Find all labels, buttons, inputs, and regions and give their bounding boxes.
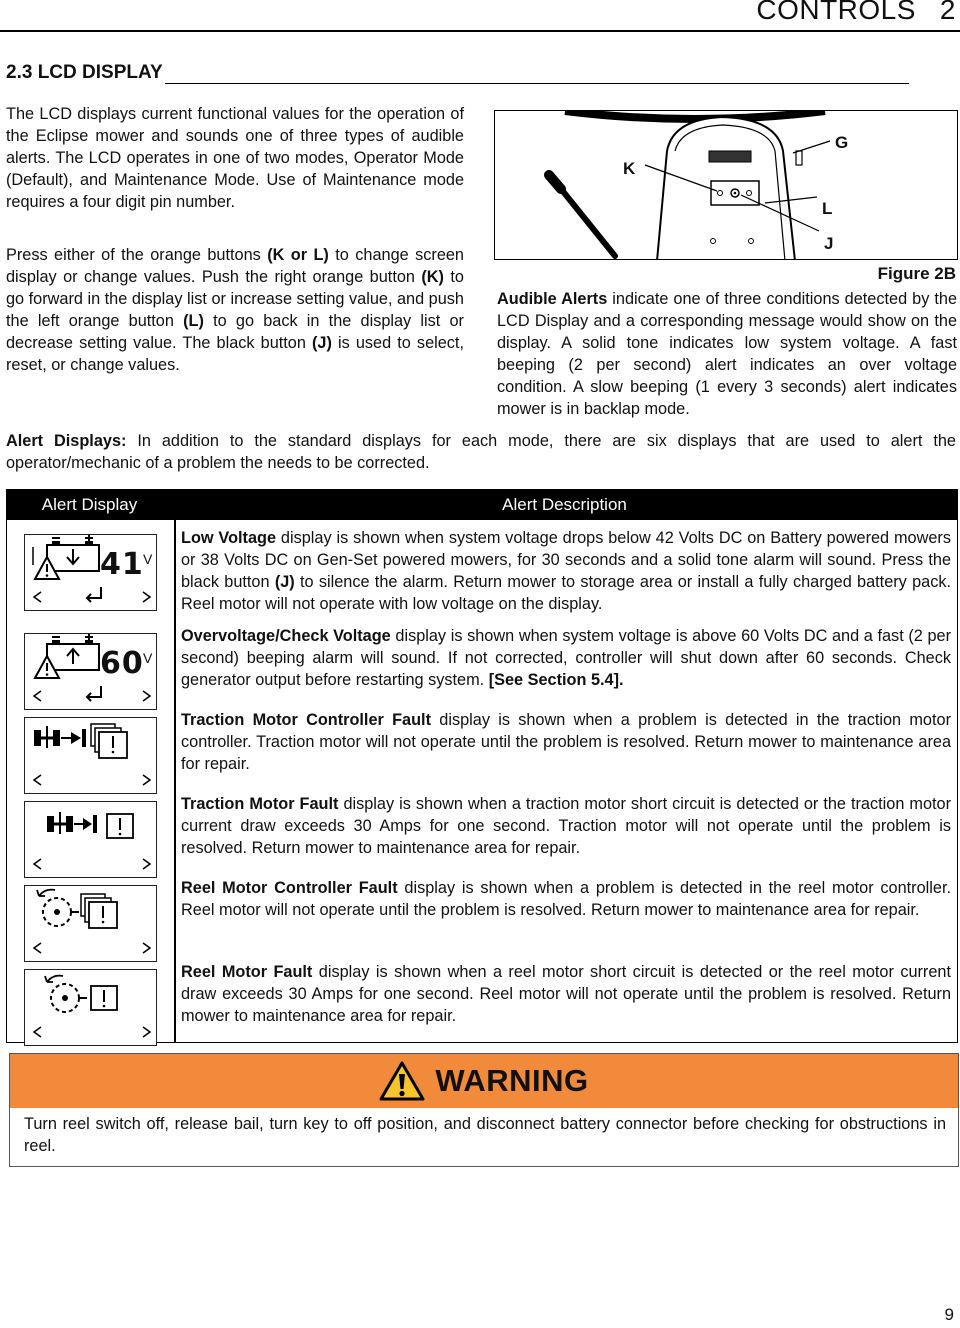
alert-text: display is shown when system voltage drops below 42 Volts DC on Battery powered mowers or 38 Volts DC on Gen-Set powered mowers, for 30 seconds and a solid tone alarm will sound. Press the black button [181,529,951,591]
audible-alerts-lead: Audible Alerts [497,290,608,308]
lcd-reel-motor-fault [24,969,157,1046]
alert-bold: (J) [274,572,295,591]
lcd-low-voltage [24,534,157,611]
warning-title: WARNING [435,1063,589,1098]
header-chapter: 2 [939,0,956,25]
alert-bold: [See Section 5.4]. [488,670,624,689]
section-title-text: 2.3 LCD DISPLAY [6,62,163,83]
traction-controller-fault-description [181,710,951,776]
figure-label-g: G [835,133,849,152]
intro-paragraph-2 [6,245,464,376]
p2-bold: (K) [421,267,444,286]
reel-motor-fault-icon [25,970,158,1047]
alert-text: display is shown when system voltage is above 60 Volts DC and a fast (2 per second) beeping alarm will sound. If not corrected, controller will shut down after 60 seconds. Check generator output before restarting system. [181,627,952,689]
lcd-traction-motor-fault [24,801,157,878]
traction-motor-fault-icon [25,802,158,879]
alert-name: Traction Motor Fault [181,795,339,813]
table-header [7,490,957,520]
p2-text: to go back in the display list or decrease setting value. The black button [6,311,464,352]
p2-text: to go forward in the display list or increase setting value, and push the left orange button [6,267,464,330]
overvoltage-description [181,626,951,692]
figure-caption: Figure 2B [877,264,956,283]
alert-name: Traction Motor Controller Fault [181,711,432,729]
lcd-voltage-unit: V [143,551,153,567]
lcd-overvoltage [24,633,157,710]
alert-displays-table [6,489,958,1043]
lcd-voltage-unit: V [143,650,153,666]
figure-label-j: J [824,234,834,253]
low-voltage-description [181,528,951,616]
lcd-traction-controller-fault [24,717,157,794]
p2-text: Press either of the orange buttons [6,246,268,264]
reel-controller-fault-description [181,878,951,922]
alert-text: display is shown when a problem is detected in the reel motor controller. Reel motor will not operate until the problem is resolved. Return mower to maintenance area for repair. [181,879,951,919]
warning-triangle-icon [379,1061,425,1101]
header-section: CONTROLS [756,0,916,25]
section-title [6,62,909,84]
lcd-voltage-value: 41 [100,547,144,582]
p2-bold: (J) [312,333,332,352]
p2-text: to change screen display or change values. Push the right orange button [6,246,464,286]
alert-name: Low Voltage [181,529,277,547]
audible-alerts-paragraph [497,289,957,420]
warning-box [9,1053,959,1167]
reel-motor-fault-description [181,962,951,1028]
page-number: 9 [944,1305,954,1324]
control-panel-figure [494,110,958,260]
column-divider [174,520,176,1042]
warning-heading [10,1054,958,1108]
alert-name: Reel Motor Fault [181,963,313,981]
reel-controller-fault-icon [25,886,158,963]
title-underline [165,66,909,84]
page-header [756,0,956,26]
alert-text: display is shown when a reel motor short circuit is detected or the reel motor current draw exceeds 30 Amps for one second. Reel motor will not operate until the problem is resolved. Return mower to maintenance area for repair. [181,963,951,1025]
figure-label-l: L [822,199,833,218]
header-rule [0,30,960,32]
audible-alerts-text: indicate one of three conditions detected by the LCD Display and a corresponding message would show on the display. A solid tone indicates low system voltage. A fast beeping (2 per second) alert indicates an over voltage condition. A slow beeping (1 every 3 seconds) alert indicates mower is in backlap mode. [497,290,957,418]
p2-bold: (L) [183,311,204,330]
p2-text: is used to select, reset, or change values. [6,333,464,374]
alert-name: Reel Motor Controller Fault [181,879,398,897]
alert-displays-paragraph [6,431,956,475]
warning-text: Turn reel switch off, release bail, turn key to off position, and disconnect battery connector before checking for obstructions in reel. [24,1115,946,1155]
alert-displays-text: In addition to the standard displays for each mode, there are six displays that are used to alert the operator/mechanic of a problem the needs to be corrected. [6,432,956,472]
alert-text: to silence the alarm. Return mower to storage area or install a fully charged battery pack. Reel motor will not operate with low voltage on the display. [181,572,952,613]
p2-bold: (K or L) [267,246,329,264]
alert-text: display is shown when a problem is detected in the traction motor controller. Traction motor will not operate until the problem is resolved. Return mower to maintenance area for repair. [181,711,951,773]
lcd-reel-controller-fault [24,885,157,962]
alert-displays-lead: Alert Displays: [6,432,127,450]
traction-motor-fault-description [181,794,951,860]
alert-name: Overvoltage/Check Voltage [181,627,391,645]
column-header-display: Alert Display [41,495,138,514]
intro-paragraph-1: The LCD displays current functional values for the operation of the Eclipse mower and sounds one of three types of audible alerts. The LCD operates in one of two modes, Operator Mode (Default), and Maintenance Mode. Use of Maintenance mode requires a four digit pin number. [6,105,464,211]
control-panel-drawing [495,111,958,260]
figure-label-k: K [623,159,636,178]
alert-text: display is shown when a traction motor short circuit is detected or the traction motor current draw exceeds 30 Amps for one second. Traction motor will not operate until the problem is resolved. Return mower to maintenance area for repair. [181,795,951,857]
lcd-voltage-value: 60 [100,646,144,681]
column-header-description: Alert Description [502,495,627,514]
traction-controller-fault-icon [25,718,158,795]
